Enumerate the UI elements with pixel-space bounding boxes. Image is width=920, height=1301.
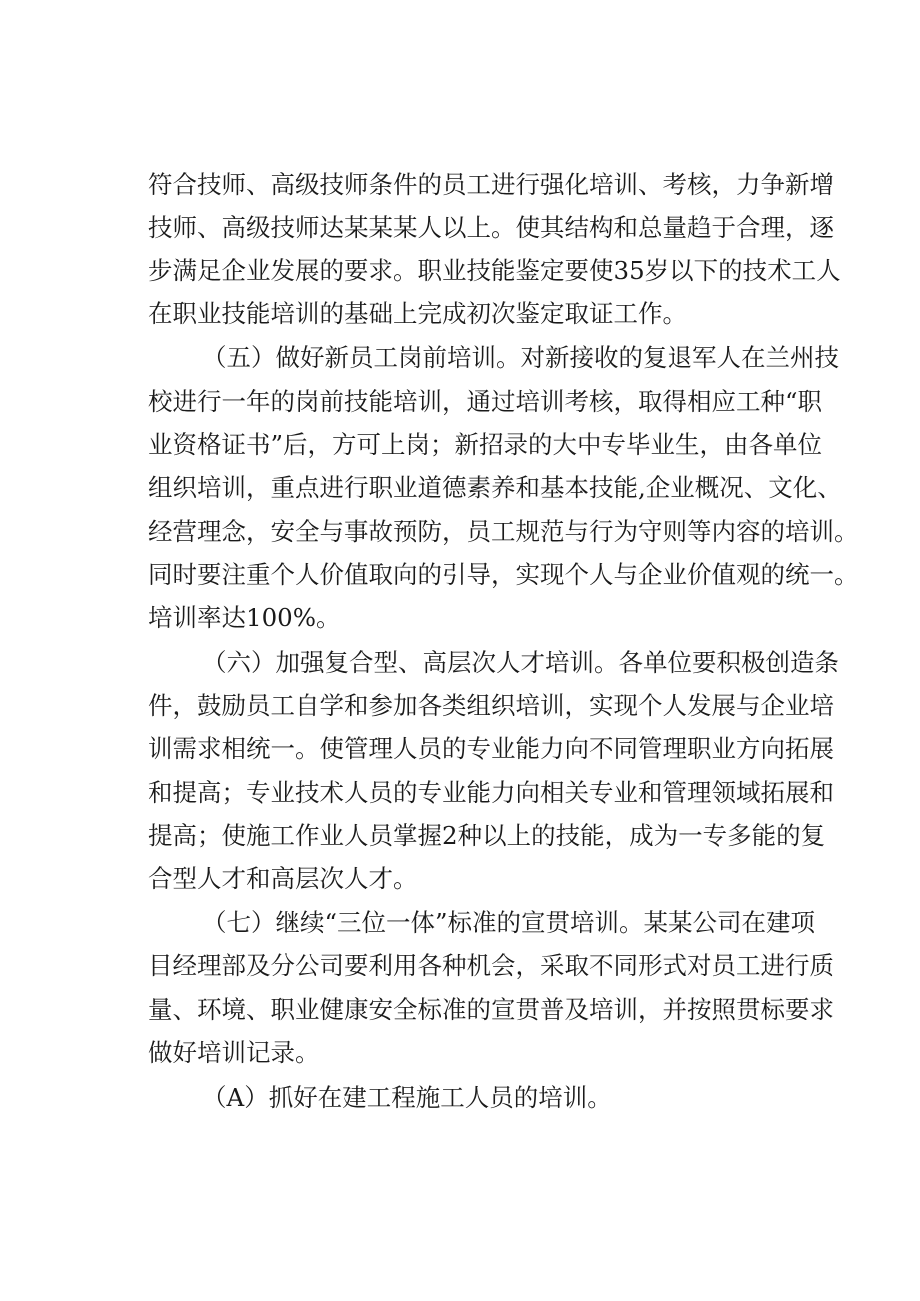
text-line: 步满足企业发展的要求。职业技能鉴定要使35岁以下的技术工人	[148, 256, 841, 285]
text-line: 业资格证书”后，方可上岗；新招录的大中专毕业生，由各单位	[148, 430, 823, 459]
text-line: 合型人才和高层次人才。	[148, 864, 418, 893]
text-line: 训需求相统一。使管理人员的专业能力向不同管理职业方向拓展	[148, 734, 834, 763]
text-line: 在职业技能培训的基础上完成初次鉴定取证工作。	[148, 299, 687, 328]
text-line: 校进行一年的岗前技能培训，通过培训考核，取得相应工种“职	[148, 387, 823, 416]
text-line: 件，鼓励员工自学和参加各类组织培训，实现个人发展与企业培	[148, 691, 834, 720]
text-line: （五）做好新员工岗前培训。对新接收的复退军人在兰州技	[202, 343, 839, 372]
text-line: 组织培训，重点进行职业道德素养和基本技能,企业概况、文化、	[148, 473, 842, 502]
text-line: 量、环境、职业健康安全标准的宣贯普及培训，并按照贯标要求	[148, 995, 834, 1024]
text-line: 符合技师、高级技师条件的员工进行强化培训、考核，力争新增	[148, 170, 834, 199]
text-line: 目经理部及分公司要利用各种机会，采取不同形式对员工进行质	[148, 951, 834, 980]
text-line: 经营理念，安全与事故预防，员工规范与行为守则等内容的培训。	[148, 517, 859, 546]
text-line: 做好培训记录。	[148, 1038, 320, 1067]
text-line: （A）抓好在建工程施工人员的培训。	[202, 1083, 612, 1112]
text-line: 同时要注重个人价值取向的引导，实现个人与企业价值观的统一。	[148, 560, 859, 589]
text-line: （六）加强复合型、高层次人才培训。各单位要积极创造条	[202, 648, 839, 677]
text-line: 和提高；专业技术人员的专业能力向相关专业和管理领域拓展和	[148, 778, 834, 807]
text-line: （七）继续“三位一体”标准的宣贯培训。某某公司在建项	[202, 908, 816, 937]
text-line: 提高；使施工作业人员掌握2种以上的技能，成为一专多能的复	[148, 821, 826, 850]
text-line: 技师、高级技师达某某某人以上。使其结构和总量趋于合理，逐	[148, 213, 834, 242]
text-line: 培训率达100%。	[148, 603, 341, 632]
